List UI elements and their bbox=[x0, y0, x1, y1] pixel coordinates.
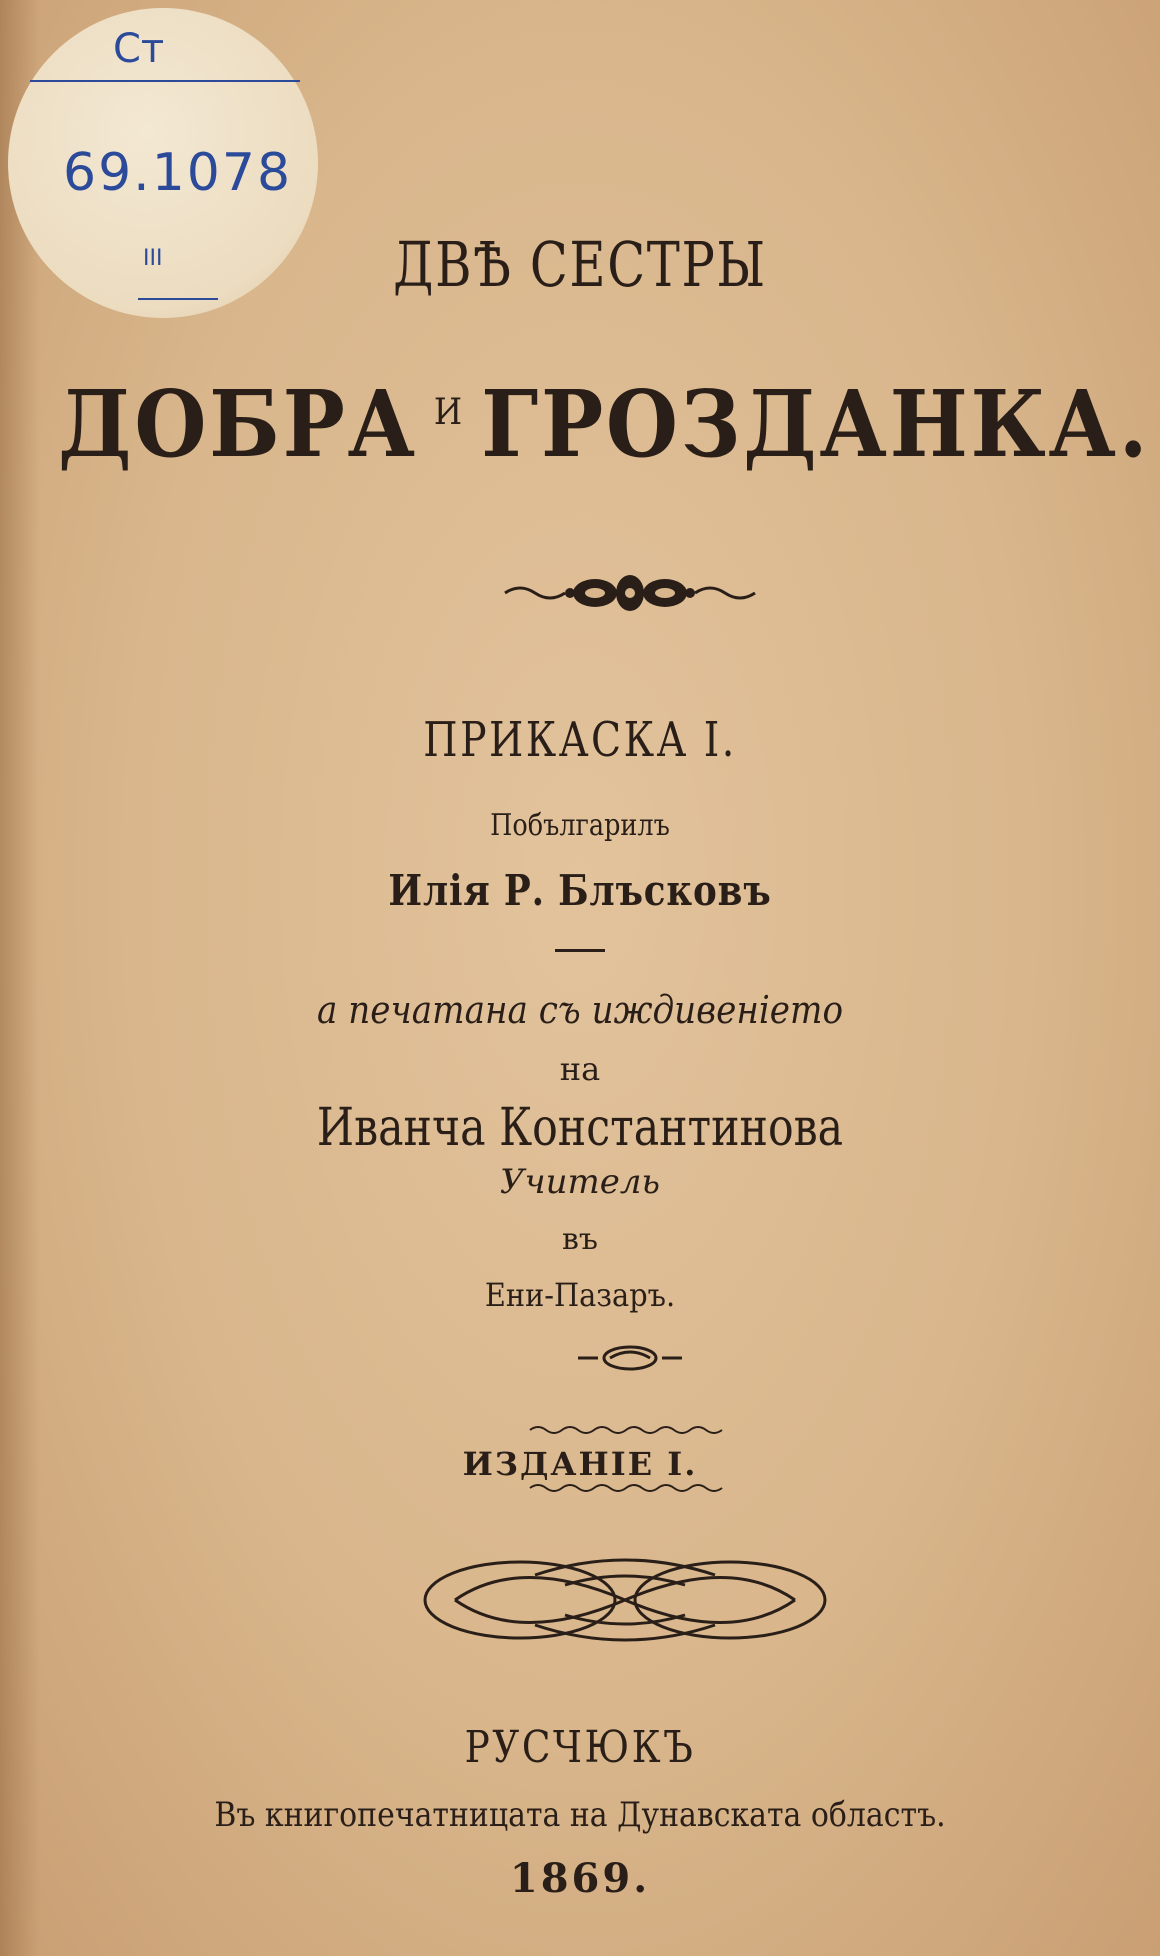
preposition-vu: въ bbox=[562, 1222, 598, 1257]
call-number-line-2: 69.1078 bbox=[63, 143, 293, 203]
publication-city: РУСЧЮКЪ bbox=[464, 1722, 696, 1773]
printer-line: Въ книгопечатницата на Дунавската областъ. bbox=[214, 1795, 946, 1835]
printed-at-expense-line: а печатана съ иждивеніето bbox=[316, 988, 844, 1032]
call-number-line-3: III bbox=[143, 246, 163, 271]
sticker-rule bbox=[30, 80, 300, 82]
call-number-line-1: Ст bbox=[113, 26, 165, 72]
title-conjunction: И bbox=[433, 392, 465, 434]
publication-year: 1869. bbox=[509, 1855, 651, 1902]
subtitle: ПРИКАСКА I. bbox=[423, 712, 737, 768]
patron-place: Ени-Пазаръ. bbox=[484, 1276, 676, 1314]
flourish-ornament-icon bbox=[415, 1545, 835, 1655]
preposition-na: на bbox=[559, 1050, 601, 1088]
title-top-line: ДВѢ СЕСТРЫ bbox=[393, 228, 767, 301]
short-rule bbox=[555, 949, 605, 952]
main-title bbox=[58, 370, 1151, 478]
patron-role: Учитель bbox=[499, 1162, 661, 1202]
edition-label: ИЗДАНІЕ I. bbox=[462, 1445, 698, 1483]
title-name-grozdanka: ГРОЗДАНКА. bbox=[481, 370, 1151, 478]
translated-by-label: Побългарилъ bbox=[490, 808, 670, 843]
author-name: Илія Р. Блъсковъ bbox=[388, 866, 772, 915]
patron-name: Иванча Константинова bbox=[316, 1098, 844, 1158]
small-ornament-icon bbox=[570, 1340, 690, 1376]
title-name-dobra: ДОБРА bbox=[58, 370, 418, 478]
ornament-divider-icon bbox=[500, 565, 760, 621]
